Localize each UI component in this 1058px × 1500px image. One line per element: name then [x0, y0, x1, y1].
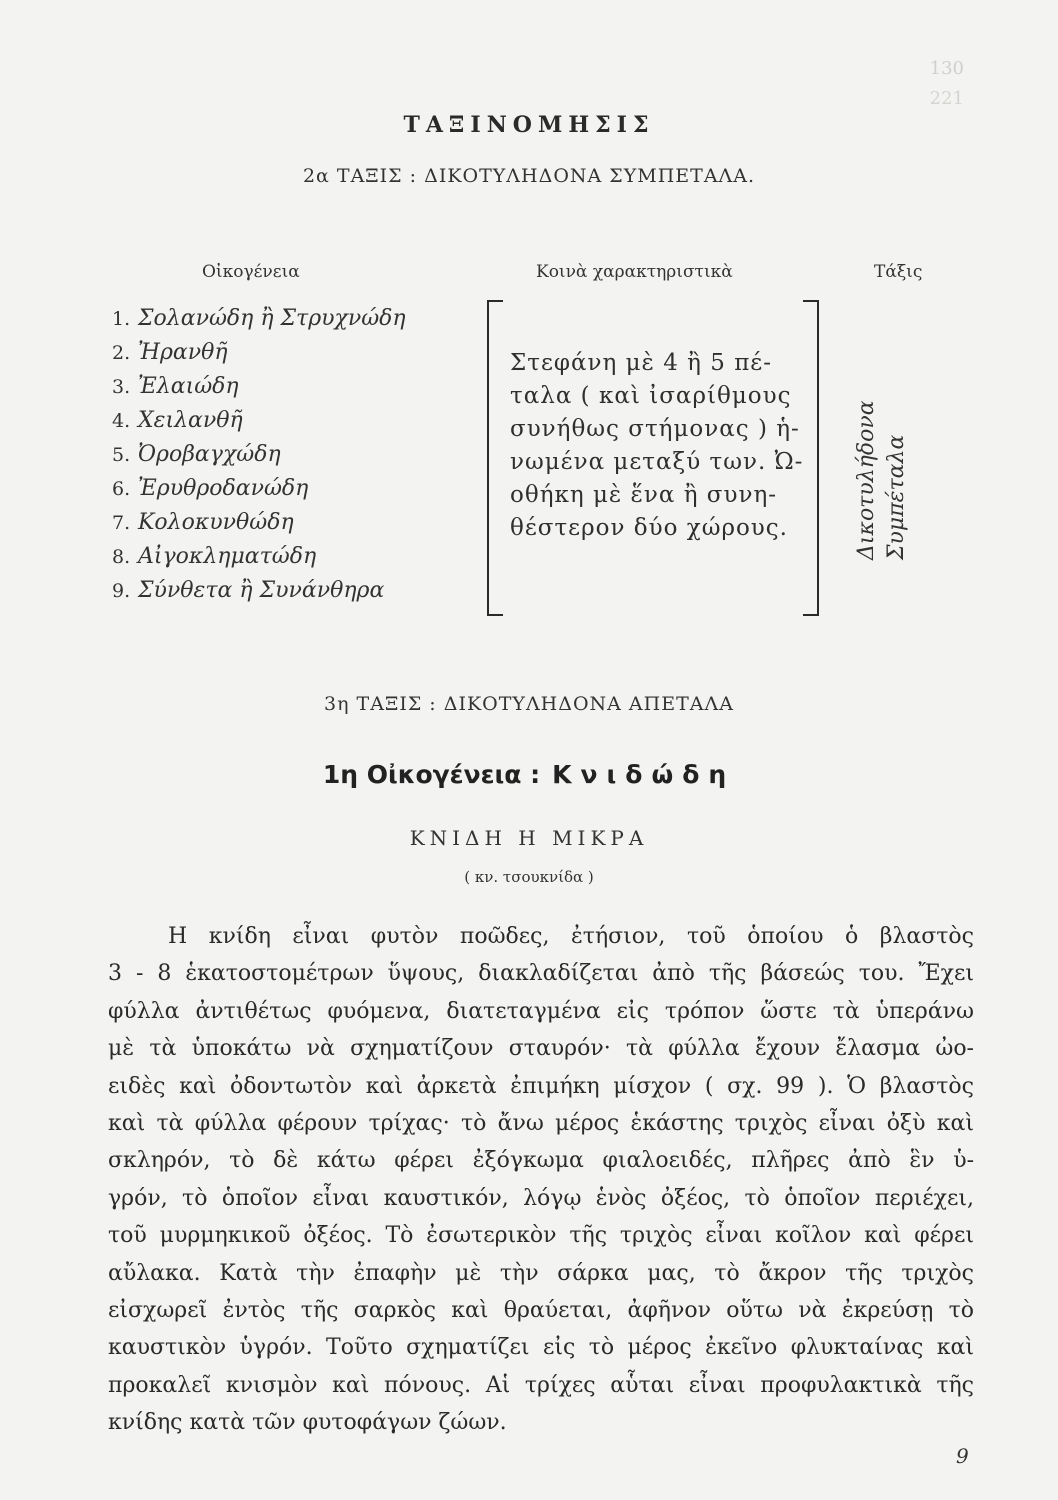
- class-line: Δικοτυλήδονα: [854, 400, 879, 560]
- page-number: 9: [956, 1444, 969, 1468]
- column-header-common: Κοινὰ χαρακτηριστικὰ: [536, 262, 733, 282]
- list-item: 5. Ὀροβαγχώδη: [112, 442, 281, 467]
- body-line: κνίδης κατὰ τῶν φυτοφάγων ζώων.: [108, 1410, 507, 1436]
- body-text: [108, 918, 974, 1442]
- body-line: γρόν, τὸ ὁποῖον εἶναι καυστικόν, λόγῳ ἑνὸς ὀξέος, τὸ ὁποῖον περιέχει,: [108, 1185, 974, 1211]
- body-line: καυστικὸν ὑγρόν. Τοῦτο σχηματίζει εἰς τὸ μέρος ἐκεῖνο φλυκταίνας καὶ: [108, 1335, 974, 1361]
- common-line: οθήκη μὲ ἕνα ἢ συνη-: [510, 482, 778, 508]
- bleed-through-number: 130: [929, 58, 964, 79]
- left-bracket: [487, 300, 503, 616]
- list-item: 4. Χειλανθῆ: [112, 408, 243, 433]
- plant-common-name: ( κν. τσουκνίδα ): [464, 868, 594, 886]
- family-name: Κνιδώδη: [552, 760, 736, 789]
- body-line: καὶ τὰ φύλλα φέρουν τρίχας· τὸ ἄνω μέρος ἑκάστης τριχὸς εἶναι ὀξὺ καὶ: [108, 1111, 974, 1137]
- body-line: φύλλα ἀντιθέτως φυόμενα, διατεταγμένα εἰς τρόπον ὥστε τὰ ὑπεράνω: [108, 998, 974, 1024]
- body-line: προκαλεῖ κνισμὸν καὶ πόνους. Αἱ τρίχες αὗται εἶναι προφυλακτικὰ τῆς: [108, 1372, 974, 1398]
- common-line: ταλα ( καὶ ἰσαρίθμους: [510, 383, 792, 409]
- common-line: Στεφάνη μὲ 4 ἢ 5 πέ-: [510, 350, 772, 376]
- body-line: μὲ τὰ ὑποκάτω νὰ σχηματίζουν σταυρόν· τὰ φύλλα ἔχουν ἔλασμα ὠο-: [108, 1036, 974, 1062]
- bleed-through-number-2: 221: [929, 88, 964, 109]
- common-line: συνήθως στήμονας ) ἡ-: [510, 416, 800, 442]
- common-characteristics: [510, 347, 810, 545]
- class-3-heading: 3η ΤΑΞΙΣ : ΔΙΚΟΤΥΛΗΔΟΝΑ ΑΠΕΤΑΛΑ: [324, 693, 734, 715]
- body-line: τοῦ μυρμηκικοῦ ὀξέος. Τὸ ἐσωτερικὸν τῆς τριχὸς εἶναι κοῖλον καὶ φέρει: [108, 1223, 974, 1249]
- common-line: νωμένα μεταξύ των. Ὠ-: [510, 449, 804, 475]
- column-header-family: Οἰκογένεια: [202, 262, 300, 282]
- body-line: σκληρόν, τὸ δὲ κάτω φέρει ἐξόγκωμα φιαλοειδές, πλῆρες ἀπὸ ἓν ὑ-: [108, 1148, 974, 1174]
- list-item: 7. Κολοκυνθώδη: [112, 510, 294, 535]
- body-line: Η κνίδη εἶναι φυτὸν ποῶδες, ἐτήσιον, τοῦ ὁποίου ὁ βλαστὸς: [168, 924, 974, 949]
- column-header-class: Τάξις: [874, 262, 923, 282]
- list-item: 9. Σύνθετα ἢ Συνάνθηρα: [112, 578, 385, 603]
- class-2-heading: 2α ΤΑΞΙΣ : ΔΙΚΟΤΥΛΗΔΟΝΑ ΣΥΜΠΕΤΑΛΑ.: [302, 165, 756, 187]
- family-heading: [0, 760, 1058, 789]
- class-line: Συμπέταλα: [884, 434, 909, 560]
- list-item: 2. Ἠρανθῆ: [112, 340, 228, 365]
- page-title: ΤΑΞΙΝΟΜΗΣΙΣ: [403, 112, 655, 138]
- common-line: θέστερον δύο χώρους.: [510, 515, 788, 541]
- body-line: εἰσχωρεῖ ἐντὸς τῆς σαρκὸς καὶ θραύεται, ἀφῆνον οὕτω νὰ ἐκρεύσῃ τὸ: [108, 1298, 974, 1324]
- body-line: αὔλακα. Κατὰ τὴν ἐπαφὴν μὲ τὴν σάρκα μας, τὸ ἄκρον τῆς τριχὸς: [108, 1260, 974, 1286]
- body-line: ειδὲς καὶ ὀδοντωτὸν καὶ ἀρκετὰ ἐπιμήκη μίσχον ( σχ. 99 ). Ὁ βλαστὸς: [108, 1073, 974, 1099]
- family-prefix: 1η Οἰκογένεια :: [322, 760, 541, 789]
- family-list: [112, 302, 472, 608]
- body-line: 3 - 8 ἑκατοστομέτρων ὕψους, διακλαδίζεται ἀπὸ τῆς βάσεώς του. Ἔχει: [108, 961, 974, 987]
- list-item: 3. Ἐλαιώδη: [112, 374, 239, 399]
- plant-name: ΚΝΙΔΗ Η ΜΙΚΡΑ: [409, 826, 649, 850]
- list-item: 1. Σολανώδη ἢ Στρυχνώδη: [112, 306, 406, 331]
- class-label-vertical: [852, 370, 922, 560]
- list-item: 8. Αἰγοκληματώδη: [112, 544, 317, 569]
- list-item: 6. Ἐρυθροδανώδη: [112, 476, 309, 501]
